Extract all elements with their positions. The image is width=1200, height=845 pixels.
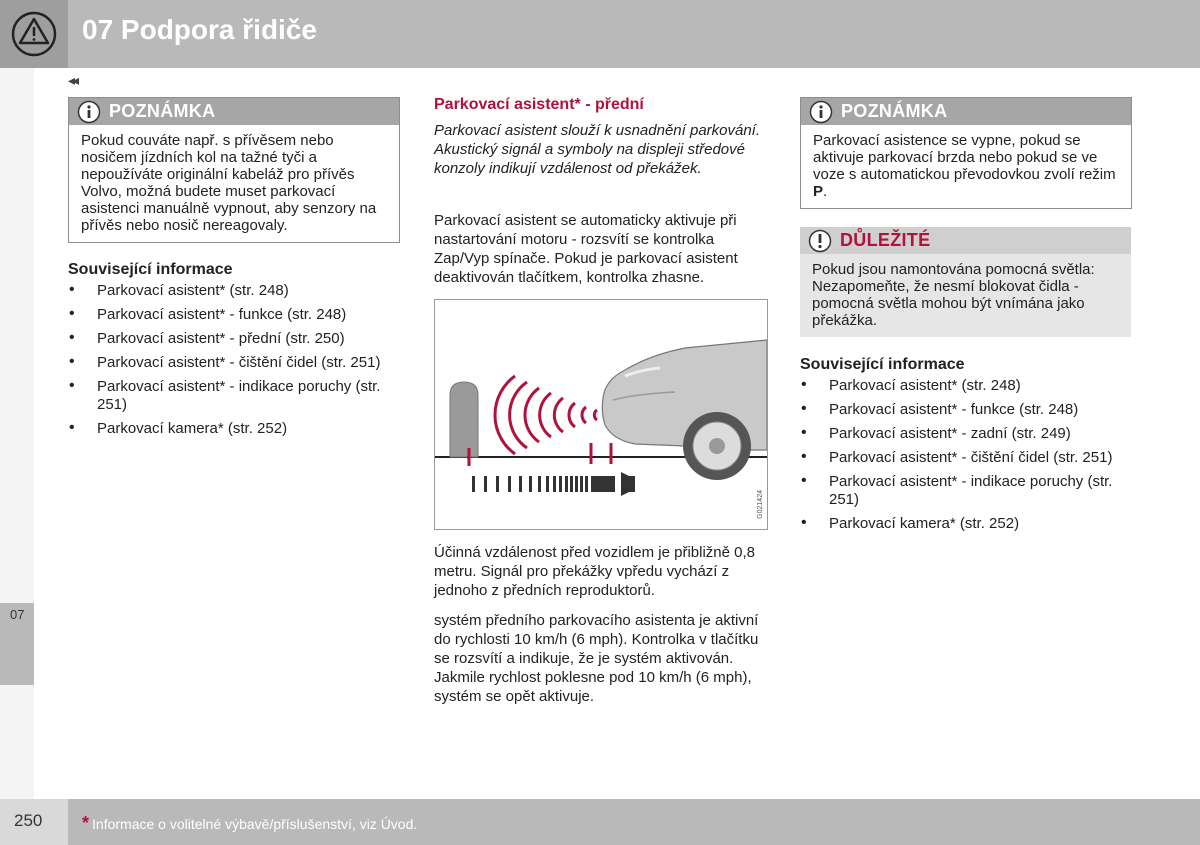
paragraph-speed: systém předního parkovacího asistenta je aktivní do rychlosti 10 km/h (6 mph). Kontrolka v tlačítku se rozsvítí a indikuje, že je systém aktivován. Jakmile rychlost poklesne pod 10 km/h (6 mph), systém se opět aktivuje.: [434, 612, 759, 705]
page-number-box: [0, 799, 68, 845]
related-link[interactable]: • Parkovací asistent* (str. 248): [800, 377, 1120, 395]
related-link[interactable]: • Parkovací kamera* (str. 252): [800, 515, 1120, 533]
related-link[interactable]: • Parkovací asistent* (str. 248): [68, 282, 388, 300]
related-info-list: [800, 377, 1120, 539]
note-header: [69, 98, 399, 125]
note-title: POZNÁMKA: [841, 101, 948, 121]
note-title: POZNÁMKA: [109, 101, 216, 121]
note-text-end: .: [823, 183, 828, 200]
related-link[interactable]: • Parkovací asistent* - přední (str. 250): [68, 330, 388, 348]
important-box: [800, 227, 1131, 337]
important-body: Pokud jsou namontována pomocná světla: Nezapomeňte, že nesmí blokovat čidla - pomocná světla mohou být vnímána jako překážka.: [812, 261, 1095, 329]
left-note-box: [68, 97, 400, 243]
related-link[interactable]: • Parkovací asistent* - indikace poruchy (str. 251): [68, 378, 388, 414]
info-icon: [77, 100, 101, 124]
related-link[interactable]: • Parkovací asistent* - funkce (str. 248): [68, 306, 388, 324]
related-info-heading: Související informace: [68, 261, 233, 278]
gear-p-label: P: [813, 183, 824, 200]
important-title: DŮLEŽITÉ: [840, 230, 931, 250]
related-link[interactable]: • Parkovací asistent* - funkce (str. 248): [800, 401, 1120, 419]
important-header: [800, 227, 1131, 254]
left-margin-bar: [0, 68, 34, 833]
right-note-box: [800, 97, 1132, 209]
footer-note-text: Informace o volitelné výbavě/příslušenství, viz Úvod.: [92, 816, 418, 832]
related-link[interactable]: • Parkovací asistent* - zadní (str. 249): [800, 425, 1120, 443]
parking-sensor-figure: [434, 299, 768, 530]
chapter-tab[interactable]: [0, 603, 34, 685]
section-intro: Parkovací asistent slouží k usnadnění parkování. Akustický signál a symboly na displeji středové konzoly indikují vzdálenost od překážek.: [434, 122, 761, 177]
note-header: [801, 98, 1131, 125]
related-info-heading: Související informace: [800, 356, 965, 373]
warning-icon-box: [0, 0, 68, 68]
chapter-tab-label: 07: [10, 607, 25, 622]
figure-code: G021424: [757, 490, 764, 519]
related-info-list: [68, 282, 388, 444]
related-link[interactable]: • Parkovací asistent* - indikace poruchy (str. 251): [800, 473, 1120, 509]
warning-triangle-icon: [0, 0, 68, 68]
related-link[interactable]: • Parkovací kamera* (str. 252): [68, 420, 388, 438]
note-body: Pokud couváte např. s přívěsem nebo nosičem jízdních kol na tažné tyči a nepoužíváte originální kabeláž pro přívěs Volvo, možná budete muset parkovací asistenci manuálně vypnout, aby senzory na přívěs nebo nosič nereagovaly.: [81, 132, 377, 234]
related-link[interactable]: • Parkovací asistent* - čištění čidel (str. 251): [800, 449, 1120, 467]
exclamation-icon: [808, 229, 832, 253]
parking-sensor-illustration: [435, 300, 767, 529]
info-icon: [809, 100, 833, 124]
note-body: [801, 125, 1131, 208]
related-link[interactable]: • Parkovací asistent* - čištění čidel (str. 251): [68, 354, 388, 372]
back-arrows-icon[interactable]: ◂◂: [68, 72, 77, 88]
paragraph-activation: Parkovací asistent se automaticky aktivuje při nastartování motoru - rozsvítí se kontrolka Zap/Vyp spínače. Pokud je parkovací asistent deaktivován tlačítkem, kontrolka zhasne.: [434, 212, 738, 286]
page-header: [0, 0, 1200, 68]
page-footer: [0, 799, 1200, 845]
asterisk-marker: *: [82, 813, 90, 833]
section-title: Parkovací asistent* - přední: [434, 96, 644, 113]
page-number: 250: [14, 811, 43, 830]
footer-note: [82, 813, 417, 834]
paragraph-range: Účinná vzdálenost před vozidlem je přibližně 0,8 metru. Signál pro překážky vpředu vychází z jednoho z předních reproduktorů.: [434, 544, 756, 599]
note-text: Parkovací asistence se vypne, pokud se aktivuje parkovací brzda nebo pokud se ve voze s automatickou převodovkou zvolí režim: [813, 132, 1116, 183]
page-title: 07 Podpora řidiče: [82, 14, 317, 45]
